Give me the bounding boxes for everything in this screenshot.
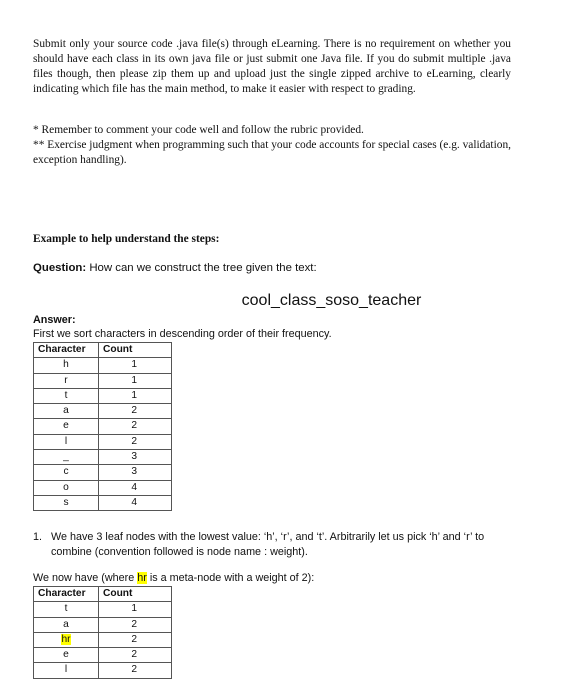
cell-count: 3 — [99, 465, 172, 480]
table-row — [34, 419, 172, 434]
frequency-table — [33, 342, 172, 511]
tree-input-text: cool_class_soso_teacher — [241, 292, 422, 309]
cell-count: 2 — [99, 419, 172, 434]
cell-count: 2 — [99, 404, 172, 419]
step-text: We have 3 leaf nodes with the lowest value: ‘h’, ‘r’, and ‘t’. Arbitrarily let us pick ‘h’ and ‘r’ to combine (convention followed is node name : weight). — [51, 531, 485, 558]
cell-character: a — [34, 617, 99, 632]
meta-node-highlight: hr — [137, 572, 147, 584]
table-row — [34, 617, 172, 632]
table-row — [34, 465, 172, 480]
cell-character: a — [34, 404, 99, 419]
cell-character: _ — [34, 450, 99, 465]
table-row — [34, 480, 172, 495]
question-text: How can we construct the tree given the text: — [89, 262, 317, 274]
table-row — [34, 373, 172, 388]
meta-node-cell-highlight: hr — [61, 633, 71, 645]
cell-character: l — [34, 434, 99, 449]
note-comment-code: * Remember to comment your code well and follow the rubric provided. — [33, 124, 364, 136]
cell-count: 1 — [99, 388, 172, 403]
header-count: Count — [99, 587, 172, 602]
cell-character: e — [34, 419, 99, 434]
cell-character — [34, 632, 99, 647]
cell-character: r — [34, 373, 99, 388]
table-row — [34, 495, 172, 510]
table-row — [34, 358, 172, 373]
cell-count: 2 — [99, 648, 172, 663]
table-row — [34, 632, 172, 647]
table-row — [34, 388, 172, 403]
table-row — [34, 404, 172, 419]
now-have-line — [33, 572, 314, 584]
cell-character: t — [34, 602, 99, 617]
answer-label: Answer: — [33, 314, 76, 326]
table-row — [34, 434, 172, 449]
cell-character: t — [34, 388, 99, 403]
cell-count: 2 — [99, 632, 172, 647]
cell-count: 4 — [99, 495, 172, 510]
cell-count: 2 — [99, 434, 172, 449]
answer-description: First we sort characters in descending order of their frequency. — [33, 328, 332, 340]
header-count: Count — [99, 343, 172, 358]
cell-count: 1 — [99, 602, 172, 617]
cell-count: 2 — [99, 663, 172, 678]
cell-count: 1 — [99, 373, 172, 388]
cell-character: o — [34, 480, 99, 495]
step-number: 1. — [33, 531, 43, 543]
step-1 — [33, 530, 513, 560]
instructions-paragraph: Submit only your source code .java file(s) through eLearning. There is no requirement on whether you should have each class in its own java file or just submit one Java file. If you do submit multiple .java files though, then please zip them up and upload just the single zipped archive to eLearning, clearly indicating which file has the main method, to make it easier with respect to grading. — [33, 38, 511, 95]
header-character: Character — [34, 587, 99, 602]
table-header-row — [34, 587, 172, 602]
cell-character: l — [34, 663, 99, 678]
cell-count: 1 — [99, 358, 172, 373]
header-character: Character — [34, 343, 99, 358]
example-heading: Example to help understand the steps: — [33, 233, 220, 245]
now-have-before: We now have (where — [33, 572, 138, 584]
now-have-after: is a meta-node with a weight of 2): — [146, 572, 315, 584]
question-line — [33, 262, 317, 274]
cell-character: s — [34, 495, 99, 510]
cell-character: h — [34, 358, 99, 373]
cell-count: 2 — [99, 617, 172, 632]
table-row — [34, 602, 172, 617]
table-row — [34, 450, 172, 465]
question-label: Question: — [33, 262, 87, 274]
table-row — [34, 648, 172, 663]
cell-character: c — [34, 465, 99, 480]
table-row — [34, 663, 172, 678]
note-exercise-judgment: ** Exercise judgment when programming such that your code accounts for special cases (e.g. validation, exception handling). — [33, 139, 511, 166]
cell-count: 4 — [99, 480, 172, 495]
table-header-row — [34, 343, 172, 358]
cell-count: 3 — [99, 450, 172, 465]
updated-frequency-table — [33, 586, 172, 679]
cell-character: e — [34, 648, 99, 663]
